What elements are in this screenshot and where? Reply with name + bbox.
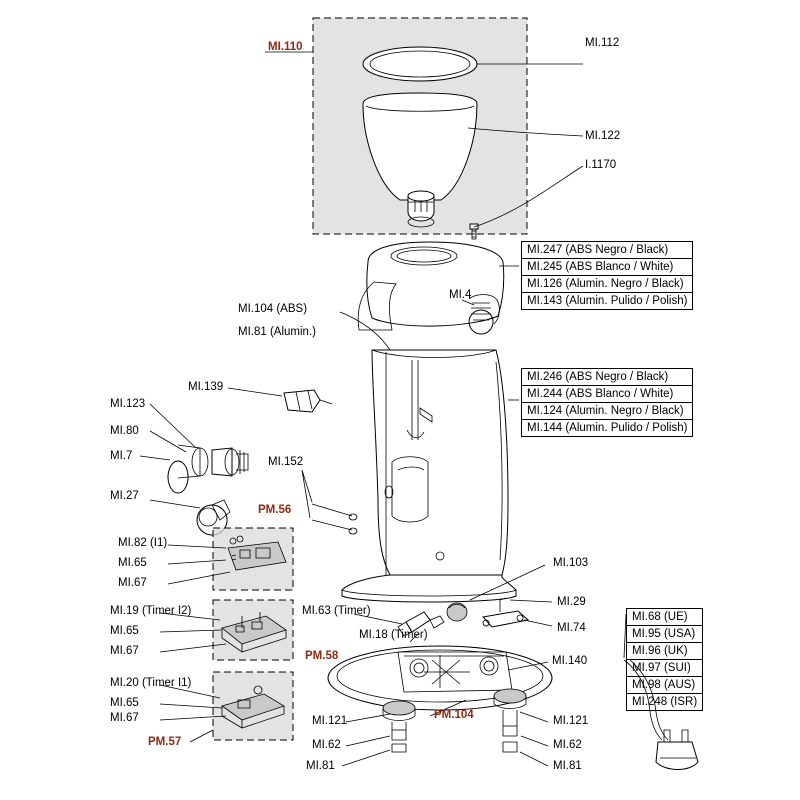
variant-tail: ) <box>664 244 669 256</box>
leader-ml62b <box>521 736 548 746</box>
variant-code: MI.246 (ABS Negro / <box>527 371 637 383</box>
label-ml103: MI.103 <box>553 557 589 569</box>
ml152-rod-a <box>312 504 352 516</box>
label-ml67-b: MI.67 <box>110 645 139 657</box>
label-pm57: PM.57 <box>148 736 182 748</box>
upper-variant-box <box>521 241 693 310</box>
label-ml81-left: MI.81 <box>306 760 335 772</box>
label-ml4: MI.4 <box>449 289 472 301</box>
variant-row-ml144 <box>521 419 693 437</box>
variant-tail: ) <box>683 422 688 434</box>
lower-variant-box <box>521 368 693 437</box>
variant-em: Polish <box>652 295 684 307</box>
plug-row-isr: MI.248 (ISR) <box>632 696 698 708</box>
leader-ml104 <box>340 312 390 350</box>
grinder-base <box>342 575 516 602</box>
plug-variant-box <box>626 608 703 711</box>
label-ml65-a: MI.65 <box>118 557 147 569</box>
variant-code: MI.245 (ABS Blanco / <box>527 261 641 273</box>
label-ml112: MI.112 <box>585 37 620 49</box>
variant-tail: ) <box>679 405 684 417</box>
leader-ml65c <box>160 704 222 708</box>
label-ml67-a: MI.67 <box>118 577 147 589</box>
leader-ml121b <box>520 712 548 722</box>
variant-row-ml247 <box>521 241 693 258</box>
leader-ml7 <box>140 456 170 460</box>
label-ml19: MI.19 (Timer I2) <box>110 605 192 617</box>
label-ml121-a: MI.121 <box>312 715 348 727</box>
ml152-rod-b <box>312 520 352 530</box>
label-ml122: MI.122 <box>585 130 621 142</box>
label-ml152: MI.152 <box>268 456 304 468</box>
label-ml110: MI.110 <box>268 41 303 53</box>
variant-em: White <box>640 261 670 273</box>
label-ml81-right: MI.81 <box>553 760 582 772</box>
label-pm104: PM.104 <box>434 709 474 721</box>
label-ml121-b: MI.121 <box>553 715 589 727</box>
variant-row-ml246 <box>521 368 693 385</box>
label-ml67-c: MI.67 <box>110 712 139 724</box>
variant-em: Polish <box>652 422 684 434</box>
leader-ml81c <box>520 752 548 766</box>
variant-row-ml126 <box>521 275 693 292</box>
leader-ml80 <box>150 431 186 452</box>
variant-tail: ) <box>664 371 669 383</box>
variant-row-ml143 <box>521 292 693 310</box>
leader-ml27 <box>150 500 200 508</box>
plug-row-aus: MI.98 (AUS) <box>627 677 702 694</box>
variant-code: MI.124 (Alumin. Negro / <box>527 405 652 417</box>
label-ml104: MI.104 (ABS) <box>238 303 308 315</box>
label-ml20: MI.20 (Timer I1) <box>110 677 192 689</box>
label-ml74: MI.74 <box>557 622 586 634</box>
variant-tail: ) <box>669 388 674 400</box>
variant-em: Black <box>651 405 680 417</box>
plug-row-ue: MI.68 (UE) <box>627 609 702 626</box>
label-ml18: MI.18 (Timer) <box>359 629 428 641</box>
label-ml82: MI.82 (I1) <box>118 537 168 549</box>
variant-row-ml245 <box>521 258 693 275</box>
variant-tail: ) <box>683 295 688 307</box>
leader-ml103 <box>470 565 545 600</box>
variant-tail: ) <box>669 261 674 273</box>
variant-tail: ) <box>679 278 684 290</box>
leader-ml139 <box>228 388 282 396</box>
label-pm56: PM.56 <box>258 504 292 516</box>
leader-ml74 <box>524 620 552 626</box>
variant-row-ml244 <box>521 385 693 402</box>
leader-ml62a <box>346 736 390 746</box>
label-ml140: MI.140 <box>552 655 588 667</box>
leader-ml81b <box>342 750 390 766</box>
label-ml29: MI.29 <box>557 596 586 608</box>
variant-code: MI.247 (ABS Negro / <box>527 244 637 256</box>
label-pm58: PM.58 <box>305 650 339 662</box>
variant-em: Black <box>636 371 665 383</box>
leader-ml121a <box>346 714 390 722</box>
plug-row-uk: MI.96 (UK) <box>627 643 702 660</box>
label-ml65-c: MI.65 <box>110 697 139 709</box>
variant-em: Black <box>651 278 680 290</box>
variant-code: MI.126 (Alumin. Negro / <box>527 278 652 290</box>
plug-body <box>656 742 698 770</box>
variant-code: MI.244 (ABS Blanco / <box>527 388 641 400</box>
label-ml63: MI.63 (Timer) <box>302 605 371 617</box>
label-ml80: MI.80 <box>110 425 139 437</box>
label-ml123: MI.123 <box>110 398 146 410</box>
leader-ml29 <box>510 600 552 602</box>
variant-em: Black <box>636 244 665 256</box>
label-ml65-b: MI.65 <box>110 625 139 637</box>
variant-row-ml124 <box>521 402 693 419</box>
variant-code: MI.144 (Alumin. Pulido / <box>527 422 653 434</box>
variant-code: MI.143 (Alumin. Pulido / <box>527 295 653 307</box>
plug-row-usa: MI.95 (USA) <box>627 626 702 643</box>
label-ml27: MI.27 <box>110 490 139 502</box>
label-ml62-b: MI.62 <box>553 739 582 751</box>
label-ml7: MI.7 <box>110 450 133 462</box>
label-ml139: MI.139 <box>188 381 224 393</box>
leader-ml123 <box>150 404 196 448</box>
label-ml62-a: MI.62 <box>312 739 341 751</box>
label-ml81-alum: MI.81 (Alumin.) <box>238 326 316 338</box>
variant-em: White <box>640 388 670 400</box>
leader-pm57 <box>190 730 213 742</box>
plug-row-sui: MI.97 (SUI) <box>627 660 702 677</box>
label-i1170: I.1170 <box>585 159 617 171</box>
